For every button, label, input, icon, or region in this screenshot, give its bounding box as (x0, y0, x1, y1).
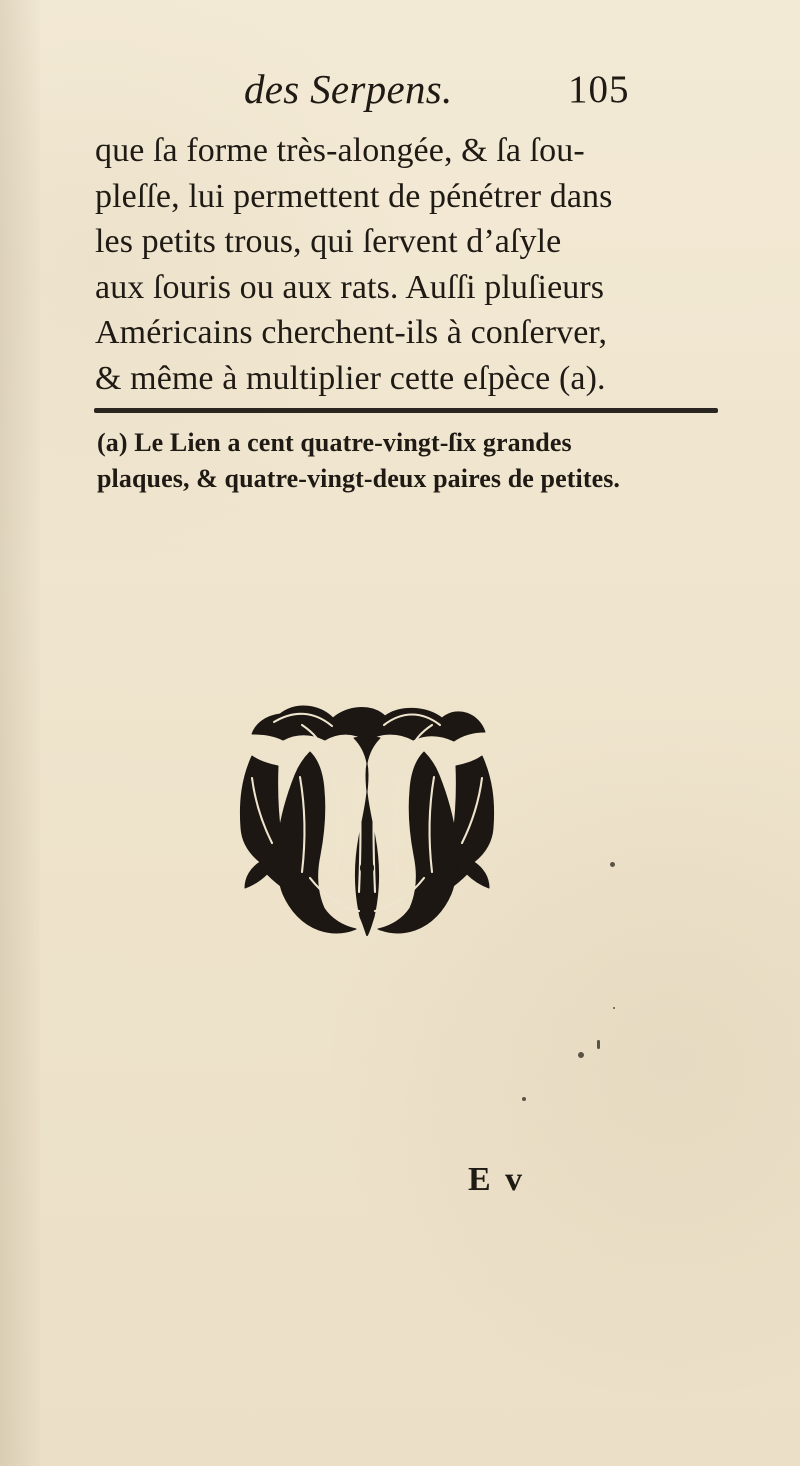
footnote-line: (a) Le Lien a cent quatre-vingt-ſix grandes (97, 428, 572, 457)
paper-speck (522, 1097, 526, 1101)
ornamental-vignette-icon (228, 698, 506, 936)
footnote (97, 425, 717, 497)
text-line: aux ſouris ou aux rats. Auſſi pluſieurs (95, 268, 605, 306)
paper-speck (613, 1007, 615, 1009)
paper-speck (610, 862, 615, 867)
page-edge-shadow (0, 0, 40, 1466)
footnote-divider (94, 408, 718, 413)
catchword: E v (468, 1161, 526, 1198)
text-line: Américains cherchent-ils à conſerver, (95, 314, 608, 351)
text-line: que ſa forme très-alongée, & ſa ſou- (95, 132, 585, 169)
text-line: les petits trous, qui ſervent d’aſyle (95, 223, 562, 260)
text-line: & même à multiplier cette eſpèce (a). (95, 359, 606, 397)
text-line: pleſſe, lui permettent de pénétrer dans (95, 177, 613, 215)
page-number: 105 (568, 68, 630, 111)
footnote-line: plaques, & quatre-vingt-deux paires de petites. (97, 464, 621, 493)
running-header-title: des Serpens. (244, 66, 453, 112)
paper-speck (597, 1040, 600, 1049)
main-paragraph (95, 128, 715, 401)
paper-speck (578, 1052, 584, 1058)
